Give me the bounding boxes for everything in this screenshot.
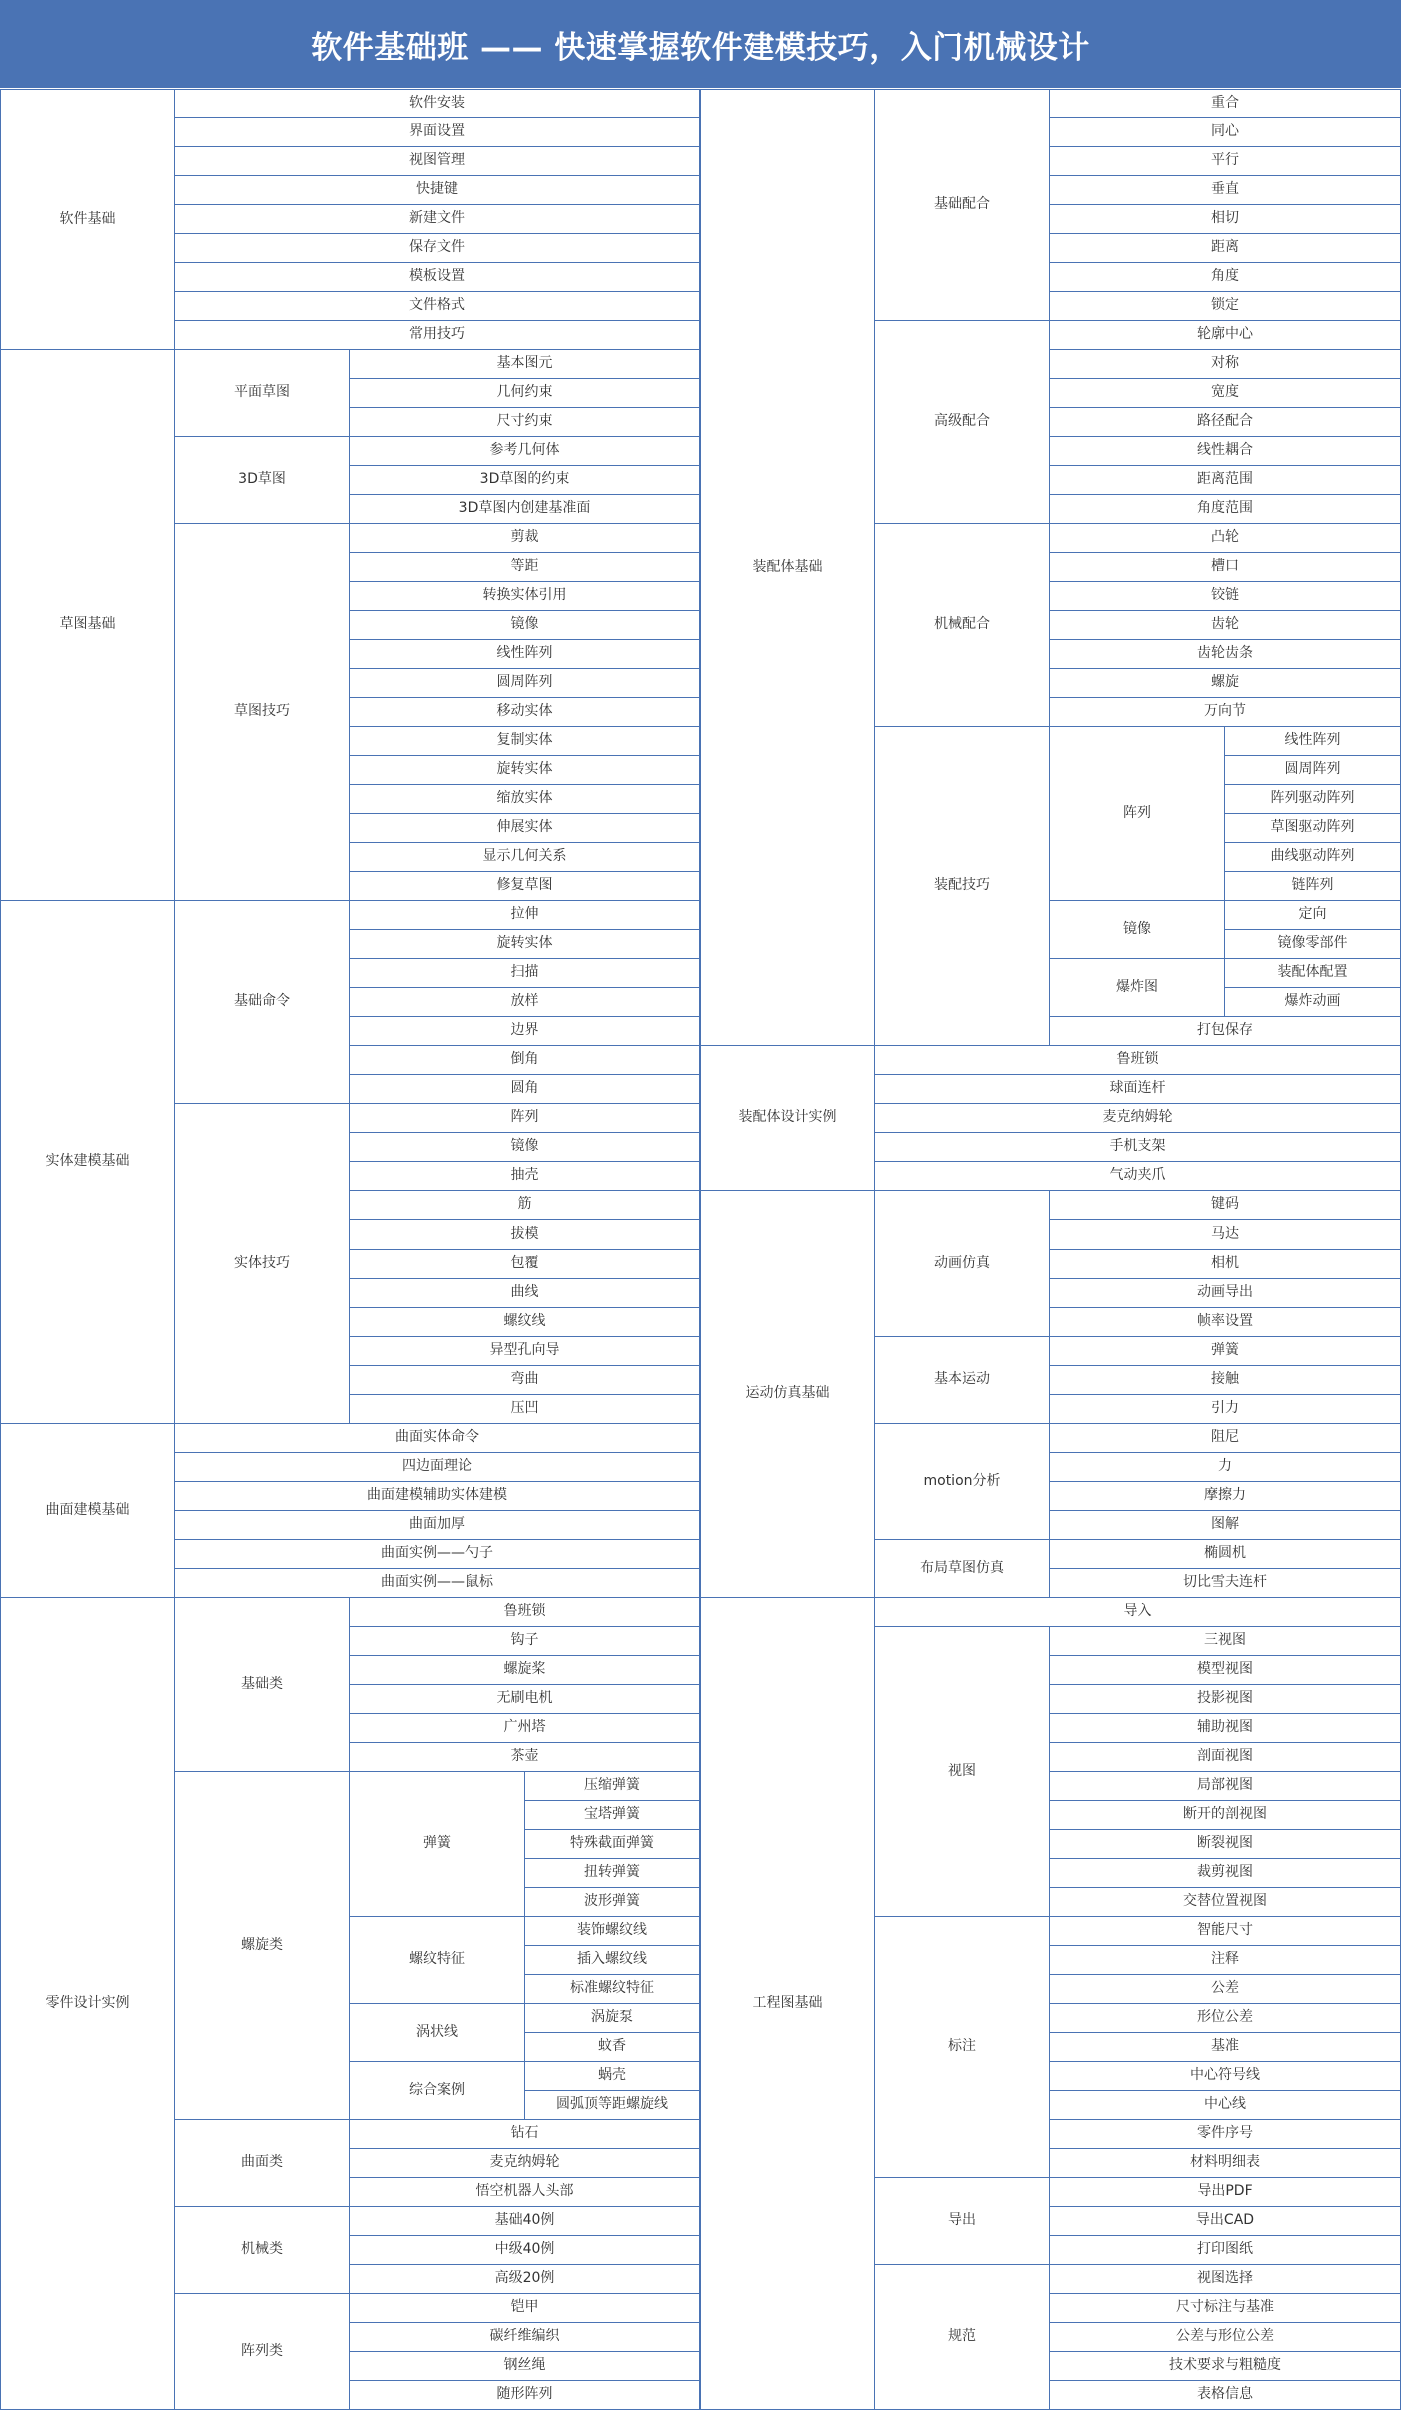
topic-cell: 钢丝绳 [350,2352,700,2381]
topic-cell: 鲁班锁 [350,1598,700,1627]
topic-cell: 尺寸标注与基准 [1050,2294,1401,2323]
topic-cell: 曲面实例——鼠标 [175,1569,700,1598]
group-cell: 导出 [875,2178,1050,2265]
topic-cell: 涡旋泵 [525,2004,700,2033]
topic-cell: 圆周阵列 [1225,756,1401,785]
topic-cell: 投影视图 [1050,1685,1401,1714]
topic-cell: 公差与形位公差 [1050,2323,1401,2352]
section-cell: 零件设计实例 [0,1598,175,2410]
topic-cell: 修复草图 [350,872,700,901]
topic-cell: 无刷电机 [350,1685,700,1714]
topic-cell: 移动实体 [350,698,700,727]
topic-cell: 引力 [1050,1395,1401,1424]
topic-cell: 尺寸约束 [350,408,700,437]
group-cell: motion分析 [875,1424,1050,1540]
topic-cell: 边界 [350,1017,700,1046]
topic-cell: 扫描 [350,959,700,988]
topic-cell: 键码 [1050,1191,1401,1220]
group-cell: 基本运动 [875,1337,1050,1424]
group-cell: 3D草图 [175,437,350,524]
topic-cell: 局部视图 [1050,1772,1401,1801]
topic-cell: 新建文件 [175,205,700,234]
topic-cell: 智能尺寸 [1050,1917,1401,1946]
topic-cell: 打包保存 [1050,1017,1401,1046]
topic-cell: 阻尼 [1050,1424,1401,1453]
topic-cell: 接触 [1050,1366,1401,1395]
topic-cell: 中心线 [1050,2091,1401,2120]
topic-cell: 广州塔 [350,1714,700,1743]
topic-cell: 垂直 [1050,176,1401,205]
topic-cell: 扭转弹簧 [525,1859,700,1888]
topic-cell: 抽壳 [350,1162,700,1191]
course-outline-table [0,89,1401,2410]
topic-cell: 宽度 [1050,379,1401,408]
topic-cell: 铠甲 [350,2294,700,2323]
topic-cell: 倒角 [350,1046,700,1075]
topic-cell: 齿轮齿条 [1050,640,1401,669]
topic-cell: 快捷键 [175,176,700,205]
topic-cell: 视图管理 [175,147,700,176]
topic-cell: 3D草图内创建基准面 [350,495,700,524]
topic-cell: 切比雪夫连杆 [1050,1569,1401,1598]
topic-cell: 插入螺纹线 [525,1946,700,1975]
topic-cell: 剖面视图 [1050,1743,1401,1772]
topic-cell: 中级40例 [350,2236,700,2265]
topic-cell: 放样 [350,988,700,1017]
topic-cell: 随形阵列 [350,2381,700,2410]
topic-cell: 镜像 [350,1133,700,1162]
topic-cell: 圆周阵列 [350,669,700,698]
topic-cell: 旋转实体 [350,756,700,785]
topic-cell: 草图驱动阵列 [1225,814,1401,843]
subgroup-cell: 涡状线 [350,2004,525,2062]
topic-cell: 相机 [1050,1250,1401,1279]
topic-cell: 齿轮 [1050,611,1401,640]
group-cell: 机械配合 [875,524,1050,727]
topic-cell: 常用技巧 [175,321,700,350]
group-cell: 高级配合 [875,321,1050,524]
topic-cell: 公差 [1050,1975,1401,2004]
topic-cell: 转换实体引用 [350,582,700,611]
topic-cell: 茶壶 [350,1743,700,1772]
topic-cell: 弯曲 [350,1366,700,1395]
topic-cell: 文件格式 [175,292,700,321]
topic-cell: 打印图纸 [1050,2236,1401,2265]
topic-cell: 包覆 [350,1250,700,1279]
topic-cell: 鲁班锁 [875,1046,1401,1075]
topic-cell: 装配体配置 [1225,959,1401,988]
topic-cell: 3D草图的约束 [350,466,700,495]
topic-cell: 基准 [1050,2033,1401,2062]
topic-cell: 旋转实体 [350,930,700,959]
topic-cell: 保存文件 [175,234,700,263]
topic-cell: 槽口 [1050,553,1401,582]
subgroup-cell: 阵列 [1050,727,1225,901]
topic-cell: 断开的剖视图 [1050,1801,1401,1830]
topic-cell: 波形弹簧 [525,1888,700,1917]
topic-cell: 注释 [1050,1946,1401,1975]
subgroup-cell: 螺纹特征 [350,1917,525,2004]
topic-cell: 手机支架 [875,1133,1401,1162]
group-cell: 机械类 [175,2207,350,2294]
topic-cell: 宝塔弹簧 [525,1801,700,1830]
topic-cell: 曲面建模辅助实体建模 [175,1482,700,1511]
subgroup-cell: 爆炸图 [1050,959,1225,1017]
topic-cell: 曲线驱动阵列 [1225,843,1401,872]
group-cell: 基础类 [175,1598,350,1772]
topic-cell: 曲面实体命令 [175,1424,700,1453]
topic-cell: 装饰螺纹线 [525,1917,700,1946]
topic-cell: 中心符号线 [1050,2062,1401,2091]
topic-cell: 阵列驱动阵列 [1225,785,1401,814]
topic-cell: 同心 [1050,118,1401,147]
topic-cell: 力 [1050,1453,1401,1482]
topic-cell: 模板设置 [175,263,700,292]
topic-cell: 线性阵列 [350,640,700,669]
topic-cell: 显示几何关系 [350,843,700,872]
topic-cell: 帧率设置 [1050,1308,1401,1337]
topic-cell: 界面设置 [175,118,700,147]
topic-cell: 曲线 [350,1279,700,1308]
section-cell: 曲面建模基础 [0,1424,175,1598]
topic-cell: 蜗壳 [525,2062,700,2091]
topic-cell: 导出CAD [1050,2207,1401,2236]
topic-cell: 曲面加厚 [175,1511,700,1540]
topic-cell: 剪裁 [350,524,700,553]
topic-cell: 异型孔向导 [350,1337,700,1366]
section-cell: 实体建模基础 [0,901,175,1424]
topic-cell: 定向 [1225,901,1401,930]
topic-cell: 线性耦合 [1050,437,1401,466]
topic-cell: 钩子 [350,1627,700,1656]
topic-cell: 悟空机器人头部 [350,2178,700,2207]
topic-cell: 爆炸动画 [1225,988,1401,1017]
topic-cell: 麦克纳姆轮 [350,2149,700,2178]
group-cell: 曲面类 [175,2120,350,2207]
topic-cell: 锁定 [1050,292,1401,321]
group-cell: 视图 [875,1627,1050,1917]
group-cell: 草图技巧 [175,524,350,901]
topic-cell: 麦克纳姆轮 [875,1104,1401,1133]
topic-cell: 材料明细表 [1050,2149,1401,2178]
section-cell: 装配体基础 [700,89,875,1046]
topic-cell: 缩放实体 [350,785,700,814]
topic-cell: 弹簧 [1050,1337,1401,1366]
topic-cell: 角度 [1050,263,1401,292]
topic-cell: 三视图 [1050,1627,1401,1656]
topic-cell: 参考几何体 [350,437,700,466]
section-cell: 工程图基础 [700,1598,875,2410]
topic-cell: 距离 [1050,234,1401,263]
topic-cell: 平行 [1050,147,1401,176]
topic-cell: 辅助视图 [1050,1714,1401,1743]
topic-cell: 视图选择 [1050,2265,1401,2294]
page-title: 软件基础班 —— 快速掌握软件建模技巧，入门机械设计 [0,0,1401,88]
topic-cell: 阵列 [350,1104,700,1133]
topic-cell: 圆弧顶等距螺旋线 [525,2091,700,2120]
topic-cell: 重合 [1050,89,1401,118]
topic-cell: 拉伸 [350,901,700,930]
topic-cell: 蚊香 [525,2033,700,2062]
topic-cell: 基本图元 [350,350,700,379]
section-cell: 运动仿真基础 [700,1191,875,1598]
topic-cell: 线性阵列 [1225,727,1401,756]
topic-cell: 气动夹爪 [875,1162,1401,1191]
group-cell: 基础命令 [175,901,350,1104]
group-cell: 标注 [875,1917,1050,2178]
topic-cell: 表格信息 [1050,2381,1401,2410]
topic-cell: 椭圆机 [1050,1540,1401,1569]
topic-cell: 零件序号 [1050,2120,1401,2149]
topic-cell: 基础40例 [350,2207,700,2236]
topic-cell: 图解 [1050,1511,1401,1540]
topic-cell: 技术要求与粗糙度 [1050,2352,1401,2381]
topic-cell: 圆角 [350,1075,700,1104]
topic-cell: 相切 [1050,205,1401,234]
topic-cell: 摩擦力 [1050,1482,1401,1511]
topic-cell: 铰链 [1050,582,1401,611]
topic-cell: 钻石 [350,2120,700,2149]
topic-cell: 碳纤维编织 [350,2323,700,2352]
topic-cell: 凸轮 [1050,524,1401,553]
topic-cell: 软件安装 [175,89,700,118]
subgroup-cell: 综合案例 [350,2062,525,2120]
topic-cell: 镜像零部件 [1225,930,1401,959]
topic-cell: 四边面理论 [175,1453,700,1482]
topic-cell: 球面连杆 [875,1075,1401,1104]
topic-cell: 形位公差 [1050,2004,1401,2033]
topic-cell: 镜像 [350,611,700,640]
topic-cell: 筋 [350,1191,700,1220]
subgroup-cell: 弹簧 [350,1772,525,1917]
topic-cell: 拔模 [350,1220,700,1250]
topic-cell: 导出PDF [1050,2178,1401,2207]
topic-cell: 路径配合 [1050,408,1401,437]
topic-cell: 裁剪视图 [1050,1859,1401,1888]
section-cell: 装配体设计实例 [700,1046,875,1191]
section-cell: 软件基础 [0,89,175,350]
group-cell: 阵列类 [175,2294,350,2410]
topic-cell: 特殊截面弹簧 [525,1830,700,1859]
topic-cell: 螺旋 [1050,669,1401,698]
topic-cell: 螺旋桨 [350,1656,700,1685]
topic-cell: 几何约束 [350,379,700,408]
topic-cell: 对称 [1050,350,1401,379]
topic-cell: 复制实体 [350,727,700,756]
section-cell: 草图基础 [0,350,175,901]
group-cell: 布局草图仿真 [875,1540,1050,1598]
topic-cell: 曲面实例——勺子 [175,1540,700,1569]
topic-cell: 模型视图 [1050,1656,1401,1685]
topic-cell: 伸展实体 [350,814,700,843]
topic-cell: 角度范围 [1050,495,1401,524]
group-cell: 动画仿真 [875,1191,1050,1337]
topic-cell: 高级20例 [350,2265,700,2294]
group-cell: 平面草图 [175,350,350,437]
topic-cell: 压缩弹簧 [525,1772,700,1801]
topic-cell: 螺纹线 [350,1308,700,1337]
group-cell: 螺旋类 [175,1772,350,2120]
topic-cell: 标准螺纹特征 [525,1975,700,2004]
topic-cell: 动画导出 [1050,1279,1401,1308]
topic-cell: 轮廓中心 [1050,321,1401,350]
topic-cell: 交替位置视图 [1050,1888,1401,1917]
topic-cell: 断裂视图 [1050,1830,1401,1859]
topic-cell: 导入 [875,1598,1401,1627]
topic-cell: 链阵列 [1225,872,1401,901]
group-cell: 基础配合 [875,89,1050,321]
topic-cell: 等距 [350,553,700,582]
group-cell: 实体技巧 [175,1104,350,1424]
subgroup-cell: 镜像 [1050,901,1225,959]
topic-cell: 距离范围 [1050,466,1401,495]
group-cell: 装配技巧 [875,727,1050,1046]
topic-cell: 压凹 [350,1395,700,1424]
topic-cell: 万向节 [1050,698,1401,727]
group-cell: 规范 [875,2265,1050,2410]
topic-cell: 马达 [1050,1220,1401,1250]
